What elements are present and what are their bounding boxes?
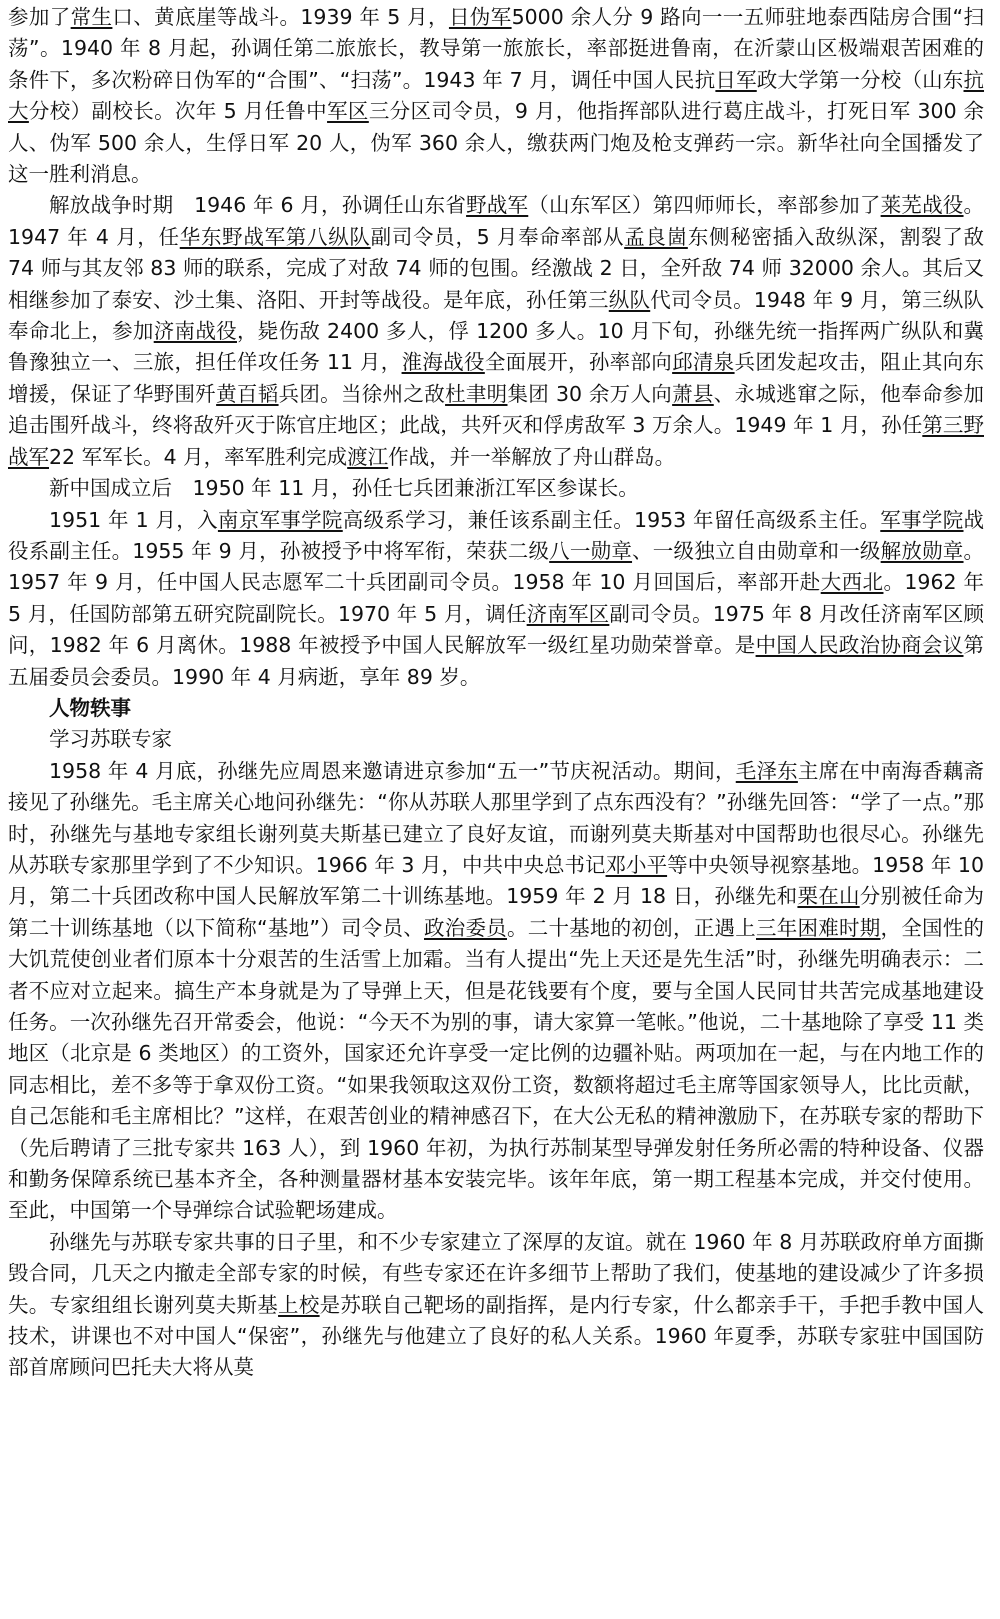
text-run: 人物轶事: [49, 695, 131, 720]
hyperlink[interactable]: 纵队: [608, 287, 651, 312]
text-run: 学习苏联专家: [49, 727, 172, 752]
hyperlink[interactable]: 栗在山: [797, 884, 860, 909]
text-run: 政大学第一分校（山东: [756, 67, 964, 92]
hyperlink[interactable]: 政治委员: [424, 915, 507, 940]
text-run: 东侧秘密插入敌纵深，割裂了敌 74 师与其友邻 83 师的联系，完成了对敌 74 师的包围。经激战 2 日，全歼敌 74 师 32000 余人。其后又相继参加了泰安、沙土集、洛阳、开封等战役。是年底，孙任第三: [8, 224, 985, 312]
document-page: [8, 2, 984, 1384]
text-run: 高级系学习，兼任该系副主任。1953 年留任高级系主任。: [342, 507, 881, 532]
hyperlink[interactable]: 日军: [715, 67, 757, 92]
hyperlink[interactable]: 南京军事学院: [217, 507, 343, 532]
text-run: 兵团。当徐州之敌: [278, 381, 446, 406]
text-run: 分校）副校长。次年 5 月任鲁中: [28, 99, 328, 124]
text-run: （山东军区）第四师师长，率部参加了: [528, 193, 881, 218]
hyperlink[interactable]: 济南战役: [153, 319, 237, 344]
sub-heading: [8, 724, 984, 755]
section-heading: [8, 693, 984, 724]
hyperlink[interactable]: 军事学院: [880, 507, 964, 532]
paragraph: [8, 190, 984, 473]
text-run: ，毙伤敌 2400 多人，俘 1200 多人。10 月下旬，孙继先统一指挥两广纵队和冀鲁豫独立一、三旅，担任佯攻任务 11 月，: [8, 319, 985, 375]
hyperlink[interactable]: 大西北: [820, 570, 884, 595]
hyperlink[interactable]: 八一勋章: [549, 538, 633, 563]
text-run: ，全国性的大饥荒使创业者们原本十分艰苦的生活雪上加霜。当有人提出“先上天还是先生活”时，孙继先明确表示：二者不应对立起来。搞生产本身就是为了导弹上天，但是花钱要有个度，要与全国人民同甘共苦完成基地建设任务。一次孙继先召开常委会，他说：“今天不为别的事，请大家算一笔帐。”他说，二十基地除了享受 11 类地区（北京是 6 类地区）的工资外，国家还允许享受一定比例的边疆补贴。两项加在一起，与在内地工作的同志相比，差不多等于拿双份工资。“如果我领取这双份工资，数额将超过毛主席等国家领导人，比比贡献，自己怎能和毛主席相比？”这样，在艰苦创业的精神感召下，在大公无私的精神激励下，在苏联专家的帮助下（先后聘请了三批专家共 163 人），到 1960 年初，为执行苏制某型导弹发射任务所必需的特种设备、仪器和勤务保障系统已基本齐全，各种测量器材基本安装完毕。该年年底，第一期工程基本完成，并交付使用。至此，中国第一个导弹综合试验靶场建成。: [8, 915, 984, 1223]
text-run: 作战，并一举解放了舟山群岛。: [388, 444, 676, 469]
paragraph: [8, 473, 984, 504]
text-run: 战役系副主任。1955 年 9 月，孙被授予中将军衔，荣获二级: [8, 507, 985, 563]
hyperlink[interactable]: 淮海战役: [401, 350, 485, 375]
hyperlink[interactable]: 抗大: [8, 67, 985, 124]
hyperlink[interactable]: 黄百韬: [216, 381, 279, 406]
hyperlink[interactable]: 中国人民政治协商会议: [755, 633, 964, 658]
hyperlink[interactable]: 军区: [327, 99, 369, 124]
hyperlink[interactable]: 济南军区: [526, 601, 610, 626]
text-run: 、永城逃窜之际，他奉命参加追击围歼战斗，终将敌歼灭于陈官庄地区；此战，共歼灭和俘虏敌军 3 万余人。1949 年 1 月，孙任: [8, 381, 984, 438]
text-run: 。1962 年 5 月，任国防部第五研究院副院长。1970 年 5 月，调任: [8, 570, 984, 626]
hyperlink[interactable]: 渡江: [347, 444, 389, 469]
text-run: 1951 年 1 月，入: [49, 507, 218, 532]
hyperlink[interactable]: 上校: [278, 1292, 320, 1317]
hyperlink[interactable]: 华东野战军第八纵队: [179, 224, 371, 249]
text-run: 代司令员。1948 年 9 月，第三纵队奉命北上，参加: [8, 287, 985, 344]
paragraph: [8, 1227, 984, 1384]
text-run: 分别被任命为第二十训练基地（以下简称“基地”）司令员、: [8, 884, 985, 940]
text-run: 副司令员，5 月奉命率部从: [370, 224, 625, 249]
paragraph: [8, 756, 984, 1227]
text-run: 22 军军长。4 月，率军胜利完成: [49, 444, 348, 469]
hyperlink[interactable]: 解放勋章: [880, 538, 964, 563]
hyperlink[interactable]: 萧县: [672, 381, 714, 406]
text-run: 。1957 年 9 月，任中国人民志愿军二十兵团副司令员。1958 年 10 月回国后，率部开赴: [8, 538, 985, 595]
hyperlink[interactable]: 常生: [70, 5, 113, 29]
text-run: 1958 年 4 月底，孙继先应周恩来邀请进京参加“五一”节庆祝活动。期间，: [49, 758, 736, 783]
text-run: 等中央领导视察基地。1958 年 10 月，第二十兵团改称中国人民解放军第二十训练基地。1959 年 2 月 18 日，孙继先和: [8, 852, 984, 909]
hyperlink[interactable]: 日伪军: [448, 5, 512, 29]
hyperlink[interactable]: 邓小平: [605, 852, 668, 877]
text-run: 解放战争时期 1946 年 6 月，孙调任山东省: [49, 193, 467, 218]
text-run: 主席在中南海香藕斋接见了孙继先。毛主席关心地问孙继先：“你从苏联人那里学到了点东西没有？”孙继先回答：“学了一点。”那时，孙继先与基地专家组长谢列莫夫斯基已建立了良好友谊，而谢列莫夫斯基对中国帮助也很尽心。孙继先从苏联专家那里学到了不少知识。1966 年 3 月，中共中央总书记: [8, 758, 985, 877]
text-run: 5000 余人分 9 路向一一五师驻地泰西陆房合围“扫荡”。1940 年 8 月起，孙调任第二旅旅长，教导第一旅旅长，率部挺进鲁南，在沂蒙山区极端艰苦困难的条件下，多次粉碎日伪军的“合围”、“扫荡”。1943 年 7 月，调任中国人民抗: [8, 5, 985, 92]
text-run: 是苏联自己靶场的副指挥，是内行专家，什么都亲手干，手把手教中国人技术，讲课也不对中国人“保密”，孙继先与他建立了良好的私人关系。1960 年夏季，苏联专家驻中国国防部首席顾问巴托夫大将从莫: [8, 1292, 985, 1380]
paragraph: [8, 2, 984, 190]
text-run: 三分区司令员，9 月，他指挥部队进行葛庄战斗，打死日军 300 余人、伪军 500 余人，生俘日军 20 人，伪军 360 余人，缴获两门炮及枪支弹药一宗。新华社向全国播发了这一胜利消息。: [8, 99, 985, 187]
hyperlink[interactable]: 孟良崮: [624, 224, 688, 249]
text-run: 参加了: [8, 5, 71, 29]
text-run: 集团 30 余万人向: [507, 381, 673, 406]
hyperlink[interactable]: 野战军: [466, 193, 529, 218]
text-run: 、一级独立自由勋章和一级: [632, 538, 881, 563]
text-run: 新中国成立后 1950 年 11 月，孙任七兵团兼浙江军区参谋长。: [49, 476, 639, 501]
hyperlink[interactable]: 第三野战军: [8, 413, 984, 469]
hyperlink[interactable]: 邱清泉: [672, 350, 735, 375]
text-run: 孙继先与苏联专家共事的日子里，和不少专家建立了深厚的友谊。就在 1960 年 8 月苏联政府单方面撕毁合同，几天之内撤走全部专家的时候，有些专家还在许多细节上帮助了我们，使基地的建设减少了许多损失。专家组组长谢列莫夫斯基: [8, 1229, 984, 1317]
paragraph: [8, 505, 984, 693]
hyperlink[interactable]: 三年困难时期: [756, 915, 881, 940]
text-run: 。二十基地的初创，正遇上: [507, 915, 756, 940]
text-run: 副司令员。1975 年 8 月改任济南军区顾问，1982 年 6 月离休。1988 年被授予中国人民解放军一级红星功勋荣誉章。是: [8, 601, 984, 658]
hyperlink[interactable]: 毛泽东: [735, 758, 798, 783]
text-run: 全面展开，孙率部向: [484, 350, 673, 375]
hyperlink[interactable]: 莱芜战役: [880, 193, 964, 218]
text-run: 口、黄底崖等战斗。1939 年 5 月，: [112, 5, 449, 29]
text-run: 第五届委员会委员。1990 年 4 月病逝，享年 89 岁。: [8, 633, 984, 689]
hyperlink[interactable]: 杜聿明: [445, 381, 508, 406]
text-run: 兵团发起攻击，阻止其向东增援，保证了华野围歼: [8, 350, 984, 406]
text-run: 。1947 年 4 月，任: [8, 193, 985, 249]
